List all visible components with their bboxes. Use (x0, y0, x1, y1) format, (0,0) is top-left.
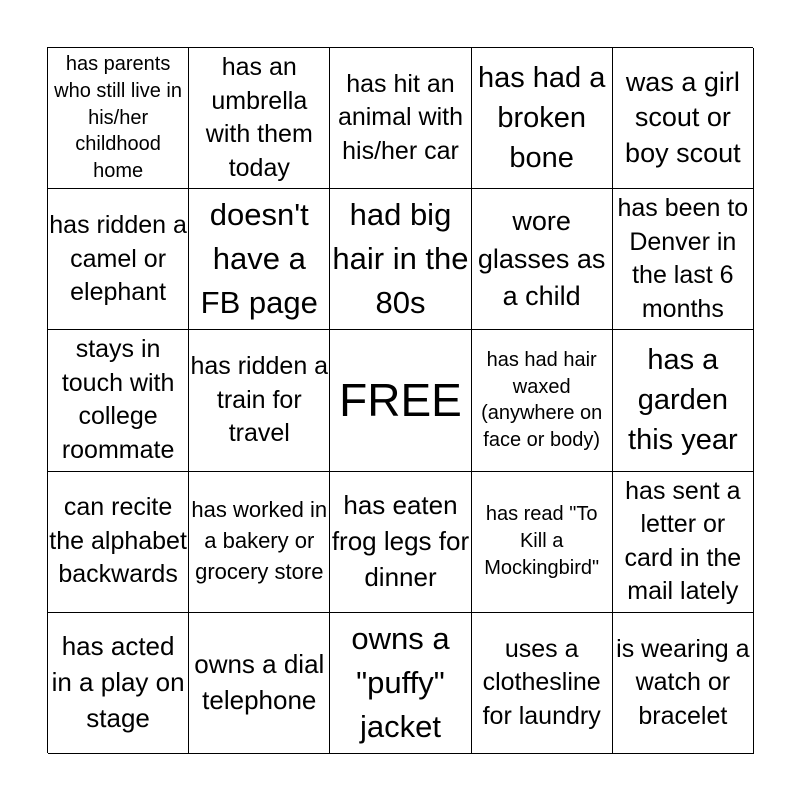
bingo-square-25[interactable] (613, 613, 754, 754)
square-text: owns a "puffy" jacket (351, 620, 450, 744)
bingo-square-16[interactable] (48, 472, 189, 613)
square-text: uses a clothesline for laundry (482, 634, 601, 730)
bingo-square-9[interactable] (472, 189, 613, 330)
bingo-square-8[interactable] (330, 189, 471, 330)
square-text: has had a broken bone (477, 62, 606, 175)
bingo-square-14[interactable] (472, 330, 613, 471)
bingo-square-20[interactable] (613, 472, 754, 613)
square-text: has acted in a play on stage (51, 631, 185, 733)
square-text: has worked in a bakery or grocery store (191, 497, 328, 585)
bingo-square-2[interactable] (189, 48, 330, 189)
square-text: was a girl scout or boy scout (625, 66, 741, 168)
square-text: has eaten frog legs for dinner (331, 489, 470, 592)
bingo-square-5[interactable] (613, 48, 754, 189)
square-text: owns a dial telephone (194, 648, 325, 715)
bingo-square-7[interactable] (189, 189, 330, 330)
square-text: stays in touch with college roommate (61, 335, 175, 464)
free-space-text: FREE (339, 374, 462, 427)
bingo-square-4[interactable] (472, 48, 613, 189)
bingo-square-12[interactable] (189, 330, 330, 471)
square-text: wore glasses as a child (477, 206, 606, 311)
bingo-square-18[interactable] (330, 472, 471, 613)
square-text: has hit an animal with his/her car (337, 69, 463, 165)
bingo-square-10[interactable] (613, 189, 754, 330)
bingo-square-24[interactable] (472, 613, 613, 754)
bingo-square-6[interactable] (48, 189, 189, 330)
square-text: has ridden a train for travel (190, 352, 329, 448)
bingo-square-23[interactable] (330, 613, 471, 754)
bingo-square-1[interactable] (48, 48, 189, 189)
square-text: has ridden a camel or elephant (49, 211, 187, 307)
square-text: has been to Denver in the last 6 months (617, 194, 749, 323)
bingo-square-17[interactable] (189, 472, 330, 613)
square-text: can recite the alphabet backwards (49, 493, 187, 589)
bingo-square-21[interactable] (48, 613, 189, 754)
square-text: has a garden this year (628, 344, 738, 457)
bingo-square-15[interactable] (613, 330, 754, 471)
square-text: has had hair waxed (anywhere on face or body) (481, 348, 603, 452)
bingo-square-11[interactable] (48, 330, 189, 471)
bingo-square-19[interactable] (472, 472, 613, 613)
bingo-square-3[interactable] (330, 48, 471, 189)
square-text: doesn't have a FB page (200, 197, 318, 321)
square-text: had big hair in the 80s (332, 197, 469, 321)
bingo-square-free[interactable] (330, 330, 471, 471)
square-text: is wearing a watch or bracelet (616, 634, 750, 730)
square-text: has parents who still live in his/her childhood home (54, 53, 182, 183)
square-text: has read "To Kill a Mockingbird" (484, 503, 600, 580)
bingo-board (47, 47, 753, 753)
bingo-square-22[interactable] (189, 613, 330, 754)
square-text: has sent a letter or card in the mail lately (624, 476, 742, 606)
square-text: has an umbrella with them today (205, 53, 313, 182)
